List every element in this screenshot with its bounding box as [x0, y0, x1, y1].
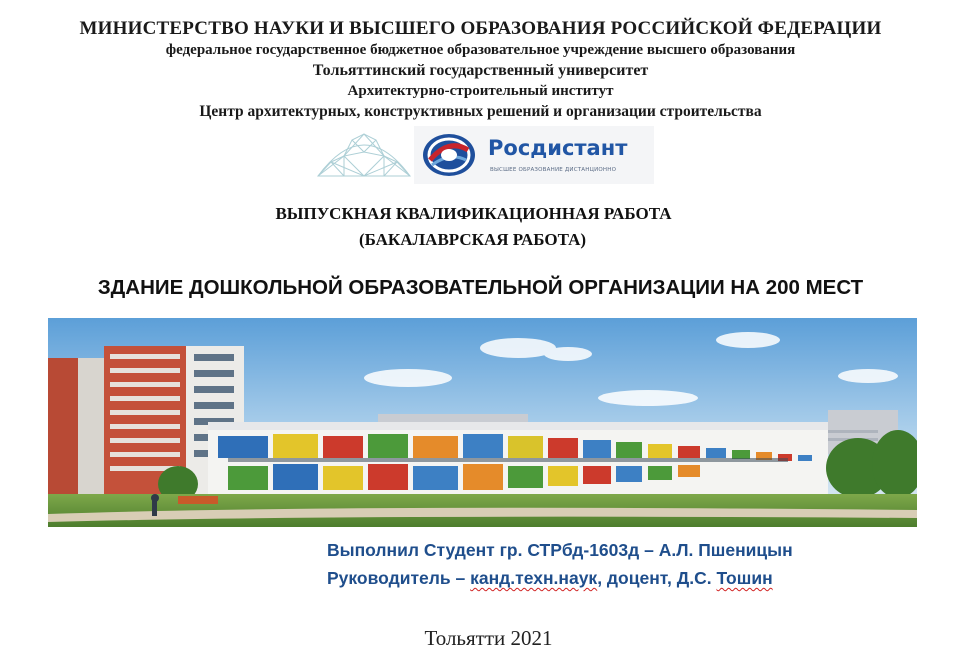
supervisor-line: [327, 568, 773, 589]
thesis-title: ЗДАНИЕ ДОШКОЛЬНОЙ ОБРАЗОВАТЕЛЬНОЙ ОРГАНИЗАЦИИ НА 200 МЕСТ: [97, 276, 864, 299]
logos-row: [314, 126, 654, 184]
student-line: Выполнил Студент гр. СТРбд-1603д – А.Л. Пшеницын: [327, 540, 793, 560]
supervisor-surname: Тошин: [716, 568, 773, 588]
institution-type: федеральное государственное бюджетное образовательное учреждение высшего образования: [165, 42, 796, 58]
supervisor-degree: канд.техн.наук: [470, 568, 598, 588]
work-type-line1: ВЫПУСКНАЯ КВАЛИФИКАЦИОННАЯ РАБОТА: [275, 204, 672, 223]
center-name: Центр архитектурных, конструктивных решений и организации строительства: [199, 103, 762, 120]
university-name: Тольяттинский государственный университет: [312, 62, 649, 79]
rosdistant-emblem-icon: [420, 132, 478, 178]
rosdistant-tagline: ВЫСШЕЕ ОБРАЗОВАНИЕ ДИСТАНЦИОННО: [490, 167, 617, 173]
supervisor-prefix: Руководитель –: [327, 568, 471, 588]
ministry-heading: МИНИСТЕРСТВО НАУКИ И ВЫСШЕГО ОБРАЗОВАНИЯ РОССИЙСКОЙ ФЕДЕРАЦИИ: [79, 18, 882, 39]
geodesic-dome-logo: [314, 126, 414, 184]
city-year: Тольятти 2021: [424, 626, 553, 650]
supervisor-title: , доцент, Д.С.: [597, 568, 717, 588]
rosdistant-name: Росдистант: [488, 136, 628, 160]
rosdistant-logo: [414, 126, 654, 184]
institute-name: Архитектурно-строительный институт: [347, 83, 614, 99]
building-rendering-image: [48, 318, 917, 527]
work-type-line2: (БАКАЛАВРСКАЯ РАБОТА): [358, 230, 587, 249]
